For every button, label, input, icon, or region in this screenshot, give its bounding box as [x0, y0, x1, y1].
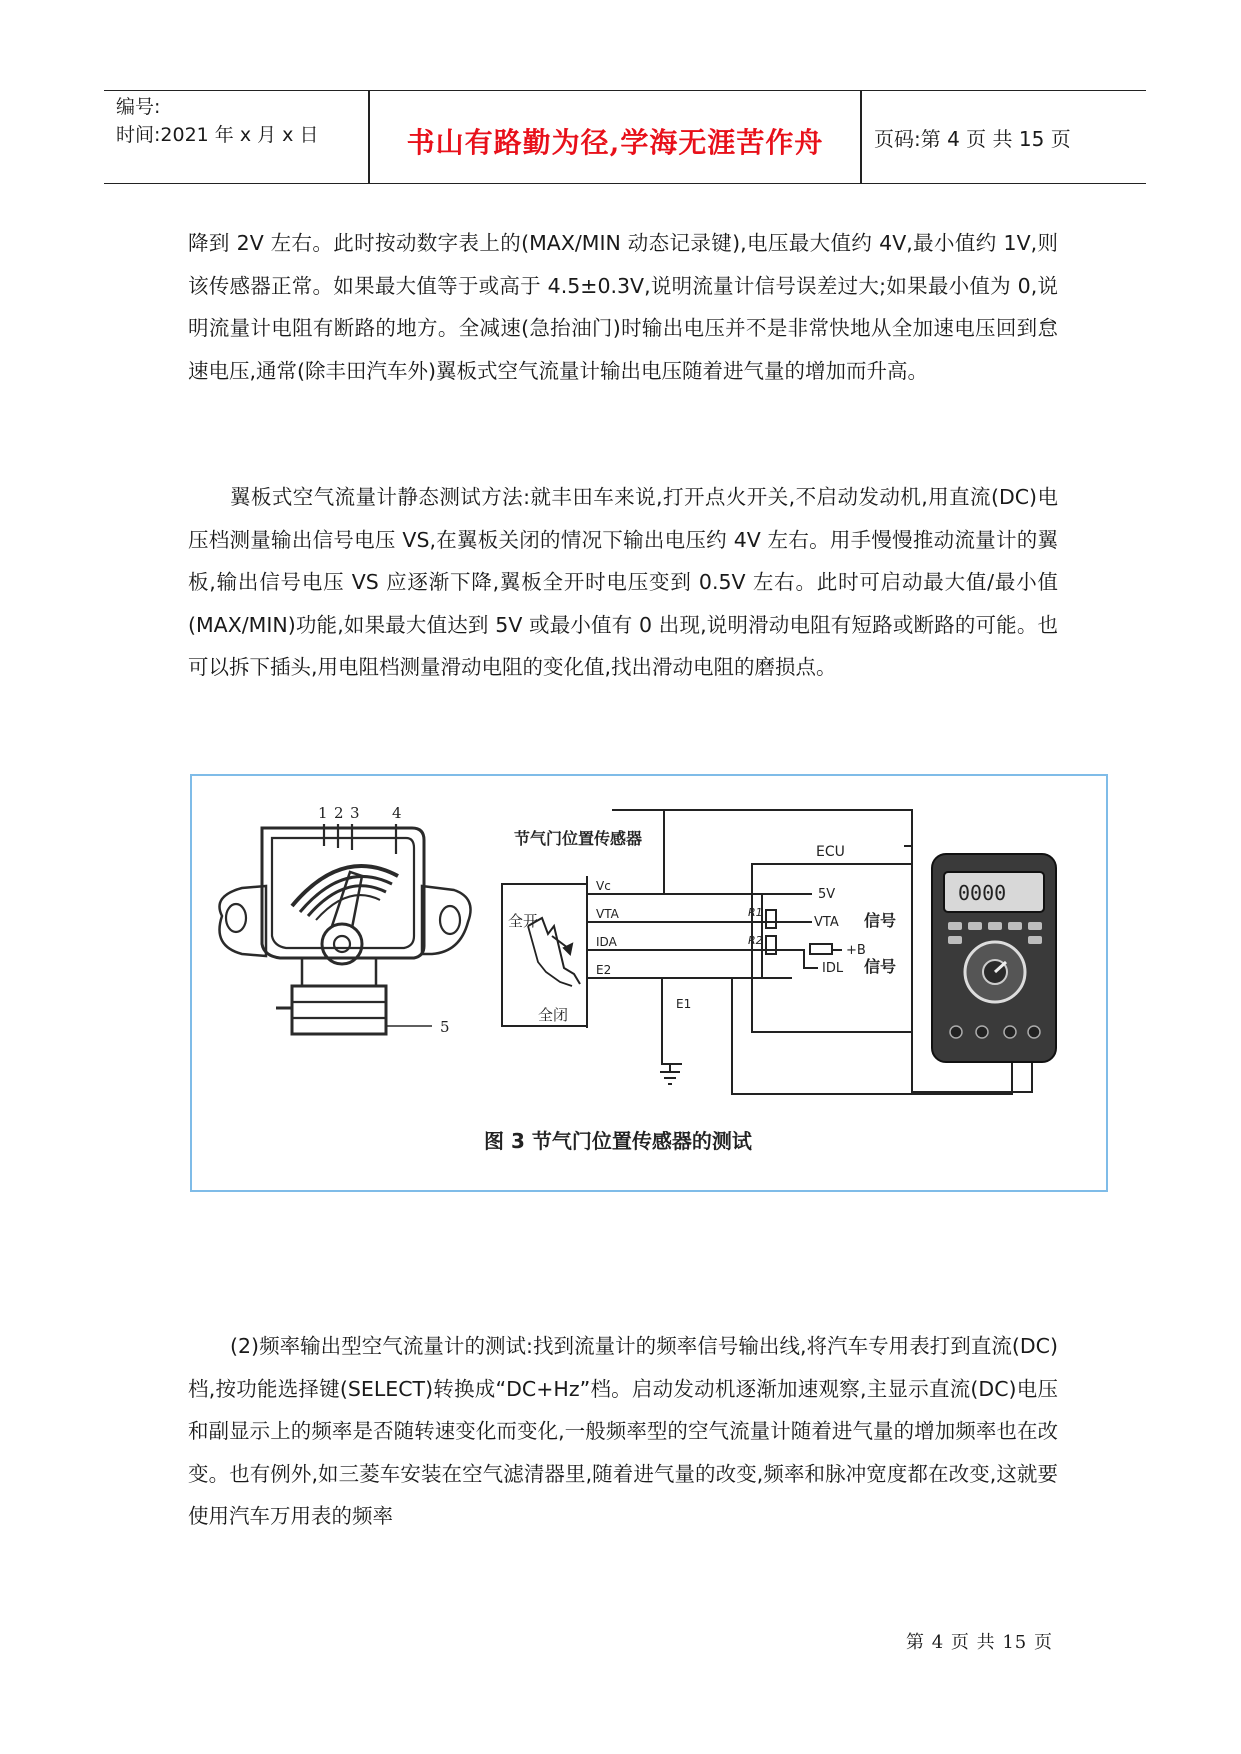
- page-footer: 第 4 页 共 15 页: [906, 1632, 1053, 1653]
- body-paragraph: [188, 476, 1058, 689]
- full-open-label: 全开: [508, 912, 539, 930]
- signal-label: 信号: [864, 911, 897, 930]
- ecu-label: ECU: [816, 844, 845, 860]
- body-paragraph-text: (2)频率输出型空气流量计的测试:找到流量计的频率信号输出线,将汽车专用表打到直流(DC)档,按功能选择键(SELECT)转换成“DC+Hz”档。启动发动机逐渐加速观察,主显示直流(DC)电压和副显示上的频率是否随转速变化而变化,一般频率型的空气流量计随着进气量的增加频率也在改变。也有例外,如三菱车安装在空气滤清器里,随着进气量的改变,频率和脉冲宽度都在改变,这就要使用汽车万用表的频率: [188, 1334, 1058, 1528]
- figure-diagram: [192, 776, 1106, 1190]
- part-number-1: 1: [318, 804, 328, 822]
- document-number-label: 编号:: [116, 96, 161, 118]
- figure-caption: 图 3 节气门位置传感器的测试: [484, 1129, 752, 1153]
- signal-label: 信号: [864, 957, 897, 976]
- meter-display: 0000: [958, 881, 1007, 905]
- idl-output-label: IDL: [822, 961, 844, 976]
- header-meta: [116, 93, 318, 149]
- terminal-vc: Vc: [596, 879, 611, 893]
- part-number-2: 2: [334, 804, 344, 822]
- header-page-number: 页码:第 4 页 共 15 页: [874, 127, 1071, 151]
- body-paragraph: [188, 1325, 1058, 1538]
- full-closed-label: 全闭: [538, 1006, 569, 1024]
- resistor-r1-label: R1: [748, 906, 763, 919]
- vta-output-label: VTA: [814, 915, 839, 930]
- multimeter-icon: [932, 854, 1056, 1062]
- page-header: [104, 90, 1146, 184]
- figure-throttle-sensor-test: [190, 774, 1108, 1192]
- resistor-r2-label: R2: [748, 934, 763, 947]
- terminal-vta: VTA: [596, 907, 619, 921]
- terminal-e2: E2: [596, 963, 612, 977]
- document-time-label: 时间:2021 年 x 月 x 日: [116, 124, 319, 146]
- part-number-4: 4: [392, 804, 402, 822]
- part-number-3: 3: [350, 804, 360, 822]
- part-number-5: 5: [440, 1018, 450, 1036]
- sensor-title: 节气门位置传感器: [514, 829, 643, 848]
- header-motto: 书山有路勤为径,学海无涯苦作舟: [406, 126, 824, 159]
- header-divider: [860, 91, 862, 183]
- ground-e1-label: E1: [676, 997, 692, 1011]
- plus-b-label: +B: [846, 943, 866, 958]
- sensor-illustration: [220, 824, 471, 1034]
- body-paragraph: 降到 2V 左右。此时按动数字表上的(MAX/MIN 动态记录键),电压最大值约 4V,最小值约 1V,则该传感器正常。如果最大值等于或高于 4.5±0.3V,说明流量计信号误差过大;如果最小值为 0,说明流量计电阻有断路的地方。全减速(急抬油门)时输出电压并不是非常快地从全加速电压回到怠速电压,通常(除丰田汽车外)翼板式空气流量计输出电压随着进气量的增加而升高。: [188, 231, 1058, 383]
- body-paragraph-text: 翼板式空气流量计静态测试方法:就丰田车来说,打开点火开关,不启动发动机,用直流(DC)电压档测量输出信号电压 VS,在翼板关闭的情况下输出电压约 4V 左右。用手慢慢推动流量计的翼板,输出信号电压 VS 应逐渐下降,翼板全开时电压变到 0.5V 左右。此时可启动最大值/最小值(MAX/MIN)功能,如果最大值达到 5V 或最小值有 0 出现,说明滑动电阻有短路或断路的可能。也可以拆下插头,用电阻档测量滑动电阻的变化值,找出滑动电阻的磨损点。: [188, 485, 1058, 679]
- supply-5v-label: 5V: [818, 887, 836, 902]
- terminal-ida: IDA: [596, 935, 617, 949]
- circuit-labels: [508, 829, 896, 1024]
